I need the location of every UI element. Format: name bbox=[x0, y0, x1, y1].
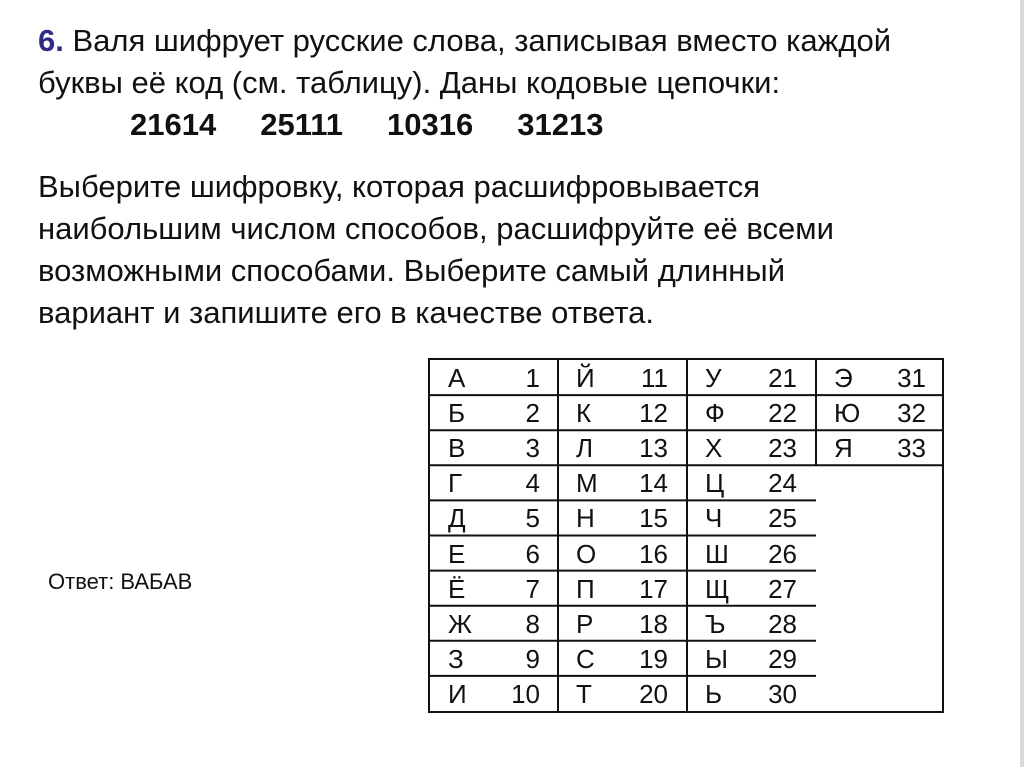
table-code: 4 bbox=[525, 468, 540, 499]
table-letter: Э bbox=[834, 363, 853, 393]
table-letter: Г bbox=[448, 468, 463, 499]
table-letter: Д bbox=[448, 503, 466, 534]
table-letter: Х bbox=[705, 433, 723, 464]
table-code: 7 bbox=[525, 573, 540, 604]
table-code: 27 bbox=[768, 573, 797, 604]
table-letter: В bbox=[448, 433, 466, 464]
table-letter: С bbox=[576, 643, 595, 674]
table-letter: И bbox=[448, 678, 467, 709]
table-code: 20 bbox=[639, 678, 668, 709]
table-code: 19 bbox=[639, 643, 668, 674]
table-code: 25 bbox=[768, 503, 797, 534]
code-table bbox=[428, 358, 944, 713]
table-code: 6 bbox=[525, 538, 540, 569]
table-letter: З bbox=[448, 643, 464, 674]
task-text bbox=[38, 20, 998, 104]
instruction-line: Выберите шифровку, которая расшифровывается bbox=[38, 169, 761, 204]
table-code: 18 bbox=[639, 608, 668, 639]
code-chain: 31213 bbox=[517, 107, 604, 142]
table-letter: Ъ bbox=[705, 608, 726, 639]
table-code: 2 bbox=[525, 398, 540, 429]
table-code: 28 bbox=[768, 608, 797, 639]
table-letter: Я bbox=[834, 433, 853, 464]
table-code: 8 bbox=[525, 608, 540, 639]
table-letter: О bbox=[576, 538, 597, 569]
table-letter: Ы bbox=[705, 643, 729, 674]
table-letter: П bbox=[576, 573, 595, 604]
table-letter: У bbox=[705, 363, 722, 393]
table-code: 33 bbox=[897, 433, 926, 464]
code-chain: 25111 bbox=[260, 107, 344, 142]
table-letter: Ш bbox=[705, 538, 729, 569]
table-code: 9 bbox=[525, 643, 540, 674]
table-code: 21 bbox=[768, 363, 797, 393]
table-code: 26 bbox=[768, 538, 797, 569]
table-code: 24 bbox=[768, 468, 797, 499]
table-letter: Ю bbox=[834, 398, 861, 429]
table-letter: М bbox=[576, 468, 598, 499]
table-code: 14 bbox=[639, 468, 668, 499]
task-line-2: буквы её код (см. таблицу). Даны кодовые цепочки: bbox=[38, 65, 781, 100]
table-letter: Ц bbox=[705, 468, 725, 499]
table-code: 15 bbox=[639, 503, 668, 534]
table-letter: Л bbox=[576, 433, 594, 464]
table-letter: Т bbox=[576, 678, 592, 709]
table-letter: Б bbox=[448, 398, 466, 429]
table-letter: Й bbox=[576, 363, 595, 393]
table-code: 29 bbox=[768, 643, 797, 674]
table-letter: А bbox=[448, 363, 466, 393]
table-letter: Ь bbox=[705, 678, 723, 709]
table-code: 17 bbox=[639, 573, 668, 604]
instructions bbox=[38, 166, 938, 334]
table-letter: Щ bbox=[705, 573, 730, 604]
slide-edge bbox=[1020, 0, 1024, 767]
code-chain: 21614 bbox=[130, 107, 217, 142]
answer-text: Ответ: ВАБАВ bbox=[48, 569, 193, 594]
table-letter: К bbox=[576, 398, 592, 429]
table-letter: Ж bbox=[448, 608, 473, 639]
table-code: 13 bbox=[639, 433, 668, 464]
table-letter: Ф bbox=[705, 398, 725, 429]
task-line-1 bbox=[38, 20, 998, 62]
table-code: 3 bbox=[525, 433, 540, 464]
task-line-1-text: Валя шифрует русские слова, записывая вместо каждой bbox=[72, 23, 892, 58]
code-chains bbox=[130, 104, 603, 146]
table-code: 22 bbox=[768, 398, 797, 429]
table-code: 31 bbox=[897, 363, 926, 393]
table-letter: Ч bbox=[705, 503, 723, 534]
table-code: 32 bbox=[897, 398, 926, 429]
table-letter: Ё bbox=[448, 573, 466, 604]
task-number: 6. bbox=[38, 23, 64, 58]
table-code: 5 bbox=[525, 503, 540, 534]
table-code: 23 bbox=[768, 433, 797, 464]
table-code: 30 bbox=[768, 678, 797, 709]
table-letter: Е bbox=[448, 538, 466, 569]
instruction-line: наибольшим числом способов, расшифруйте её всеми bbox=[38, 211, 834, 246]
table-code: 12 bbox=[639, 398, 668, 429]
table-code: 11 bbox=[641, 363, 668, 393]
instruction-line: вариант и запишите его в качестве ответа. bbox=[38, 295, 654, 330]
table-code: 10 bbox=[511, 678, 540, 709]
instruction-line: возможными способами. Выберите самый длинный bbox=[38, 253, 786, 288]
table-code: 16 bbox=[639, 538, 668, 569]
code-chain: 10316 bbox=[387, 107, 474, 142]
table-letter: Н bbox=[576, 503, 595, 534]
table-letter: Р bbox=[576, 608, 594, 639]
table-code: 1 bbox=[525, 363, 540, 393]
